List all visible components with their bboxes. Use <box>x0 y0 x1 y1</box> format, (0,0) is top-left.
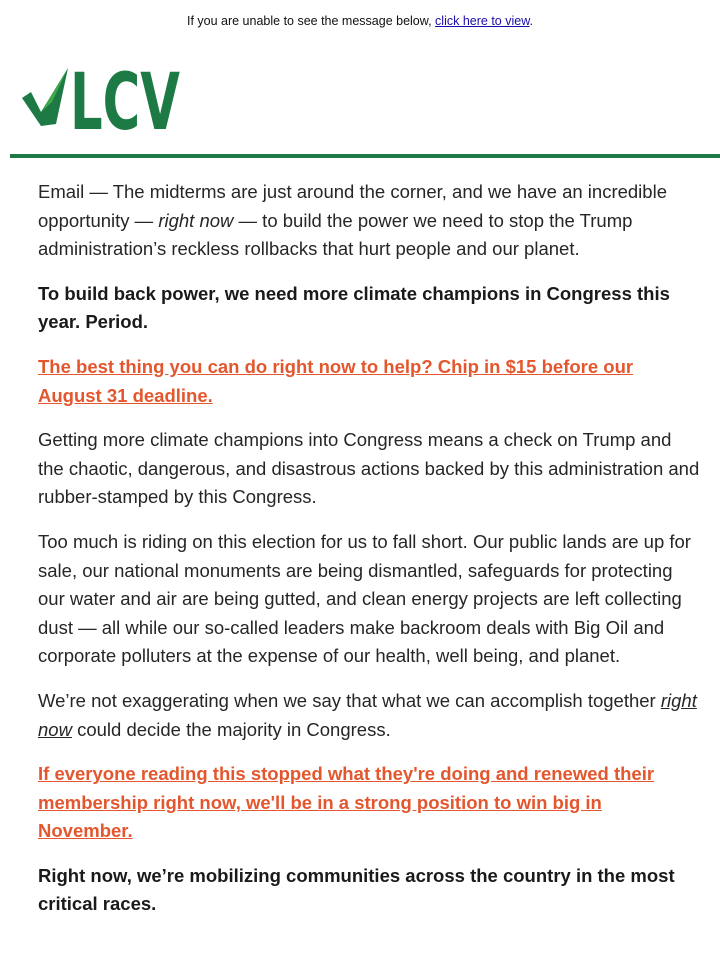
preheader <box>0 13 720 29</box>
checkmark-icon <box>22 68 68 126</box>
majority-emphasis: right now <box>38 689 697 740</box>
header-divider <box>10 154 720 158</box>
paragraph-champions: To build back power, we need more climate champions in Congress this year. Period. <box>38 282 670 333</box>
cta-paragraph-2 <box>38 760 700 846</box>
renew-membership-link[interactable]: If everyone reading this stopped what they're doing and renewed their membership right now, we'll be in a strong position to win big in November. <box>38 763 655 842</box>
email-body <box>38 178 700 935</box>
cta-paragraph-1 <box>38 353 700 410</box>
paragraph-mobilizing: Right now, we’re mobilizing communities across the country in the most critical races. <box>38 864 675 915</box>
paragraph-too-much: Too much is riding on this election for us to fall short. Our public lands are up for sale, our national monuments are being dismantled, safeguards for protecting our water and air are being gutted, and clean energy projects are left collecting dust — all while our so-called leaders make backroom deals with Big Oil and corporate polluters at the expense of our health, well being, and planet. <box>38 530 691 667</box>
paragraph-intro <box>38 178 700 264</box>
intro-text-b: — to build the power we need to stop the Trump administration’s reckless rollbacks that hurt people and our planet. <box>38 209 633 260</box>
majority-text-a: We’re not exaggerating when we say that what we can accomplish together <box>38 689 661 711</box>
paragraph-majority <box>38 687 700 744</box>
intro-emphasis: right now <box>158 209 234 231</box>
logo-text: LCV <box>70 58 180 148</box>
paragraph-check-on-trump: Getting more climate champions into Congress means a check on Trump and the chaotic, dangerous, and disastrous actions backed by this administration and rubber-stamped by this Congress. <box>38 429 700 508</box>
view-in-browser-link[interactable]: click here to view <box>435 14 530 28</box>
preheader-text: If you are unable to see the message below, <box>186 14 436 28</box>
majority-text-b: could decide the majority in Congress. <box>71 718 391 740</box>
intro-text-a: Email — The midterms are just around the corner, and we have an incredible opportunity — <box>38 181 667 231</box>
preheader-trailing: . <box>529 14 534 28</box>
donate-link-1[interactable]: The best thing you can do right now to help? Chip in $15 before our August 31 deadline. <box>38 355 634 406</box>
logo-graphic <box>22 58 182 148</box>
lcv-logo <box>22 58 182 148</box>
